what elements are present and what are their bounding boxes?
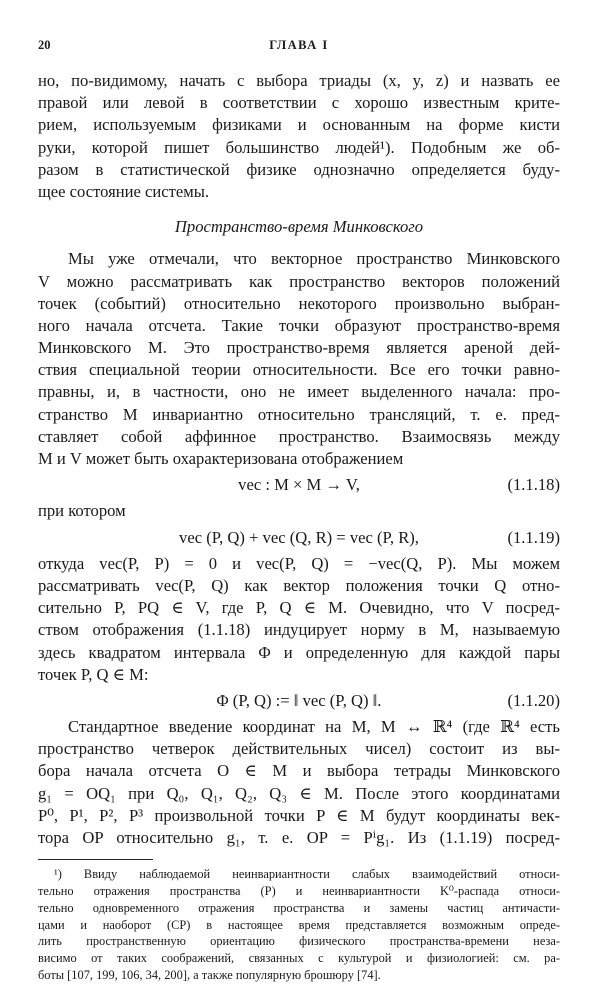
paragraph-1 [38, 70, 560, 203]
text-line: ного начала отсчета. Такие точки образуют пространство-время [38, 315, 560, 335]
chapter-title: ГЛАВА I [269, 38, 329, 52]
text-line: ством отображения (1.1.18) индуцирует норму в M, называемую [38, 620, 560, 640]
text-line: V можно рассматривать как пространство векторов положений [38, 271, 560, 291]
equation-number: (1.1.20) [507, 690, 560, 710]
text-line: разом в статистической физике однозначно определяется буду- [38, 159, 560, 179]
equation-expression: Φ (P, Q) := ‖ vec (P, Q) ‖. [216, 690, 382, 710]
footnote-line: цами и наоборот (CP) в настоящее время представляется возможным опреде- [38, 917, 560, 932]
text-line: Мы уже отмечали, что векторное пространство Минковского [68, 249, 560, 269]
text-line: рассматривать vec(P, Q) как вектор положения точки Q отно- [38, 575, 560, 595]
footnote-line: ¹) Ввиду наблюдаемой неинвариантности слабых взаимодействий относи- [54, 867, 560, 882]
footnote-line: лить пространственную ориентацию физического пространства-времени неза- [38, 934, 560, 949]
equation-number: (1.1.19) [507, 527, 560, 547]
text-line: бора начала отсчета O ∈ M и выбора тетрады Минковского [38, 761, 560, 781]
text-line: сительно P, PQ ∈ V, где P, Q ∈ M. Очевидно, что V посред- [38, 598, 560, 618]
footnote-line: боты [107, 199, 106, 34, 200], а также популярную брошюру [74]. [38, 967, 381, 982]
text-line: тора OP относительно g₁, т. е. OP = Pⁱg₁. Из (1.1.19) посред- [38, 828, 560, 847]
equation-number: (1.1.18) [507, 475, 560, 495]
footnote [38, 866, 560, 984]
text-line: пространство четверок действительных чисел) состоит из вы- [38, 739, 560, 759]
text-line: при котором [38, 501, 126, 521]
text-line: странство M инвариантно относительно трансляций, т. е. пред- [38, 404, 560, 424]
text-line: руки, которой пишет большинство людей¹). Подобным же об- [38, 137, 560, 157]
text-line: но, по-видимому, начать с выбора триады (x, y, z) и назвать ее [38, 71, 560, 90]
text-line: M и V может быть охарактеризована отображением [38, 449, 404, 468]
footnote-line: висимо от таких соображений, связанных с культурой и физиологией: см. ра- [38, 951, 560, 966]
equation-1-1-20 [38, 690, 560, 712]
equation-1-1-18 [38, 474, 560, 496]
text-line: g₁ = OQ₁ при Q₀, Q₁, Q₂, Q₃ ∈ M. После этого координатами [38, 783, 560, 803]
main-text [38, 70, 560, 984]
text-line: откуда vec(P, P) = 0 и vec(P, Q) = −vec(Q, P). Мы можем [38, 553, 560, 573]
text-line: рием, используемым физиками и основанным на форме кисти [38, 115, 560, 135]
text-line: точек P, Q ∈ M: [38, 664, 149, 684]
text-line: ставляет собой аффинное пространство. Взаимосвязь между [38, 426, 560, 446]
paragraph-3 [38, 553, 560, 686]
text-line: Минковского M. Это пространство-время является ареной дей- [38, 338, 560, 358]
text-line: правны, и, в частности, оно не имеет выделенного начала: про- [38, 382, 560, 402]
text-line: щее состояние системы. [38, 181, 210, 201]
page-number: 20 [38, 38, 51, 52]
paragraph-4 [38, 716, 560, 849]
equation-expression: vec (P, Q) + vec (Q, R) = vec (P, R), [179, 527, 419, 547]
text-line: точек (событий) относительно некоторого произвольно выбран- [38, 293, 560, 313]
footnote-rule [38, 859, 153, 860]
page-header [38, 38, 560, 54]
text-line: правой или левой в соответствии с хорошо известным крите- [38, 93, 560, 113]
equation-1-1-19 [38, 527, 560, 549]
footnote-line: тельно отражения пространства (P) и неинвариантности K⁰-распада относи- [38, 883, 560, 898]
text-line: Стандартное введение координат на M, M ↔ ℝ⁴ (где ℝ⁴ есть [68, 717, 560, 737]
section-heading: Пространство-время Минковского [174, 217, 424, 237]
text-line: ствия специальной теории относительности. Все его точки равно- [38, 360, 560, 380]
paragraph-2 [38, 248, 560, 470]
equation-expression: vec : M × M → V, [238, 475, 360, 495]
text-line: P⁰, P¹, P², P³ произвольной точки P ∈ M будут координаты век- [38, 805, 560, 825]
footnote-line: тельно одновременного отражения пространства и замены частиц античасти- [38, 900, 560, 915]
text-line: здесь квадратом интервала Φ и определенную для каждой пары [38, 642, 560, 662]
